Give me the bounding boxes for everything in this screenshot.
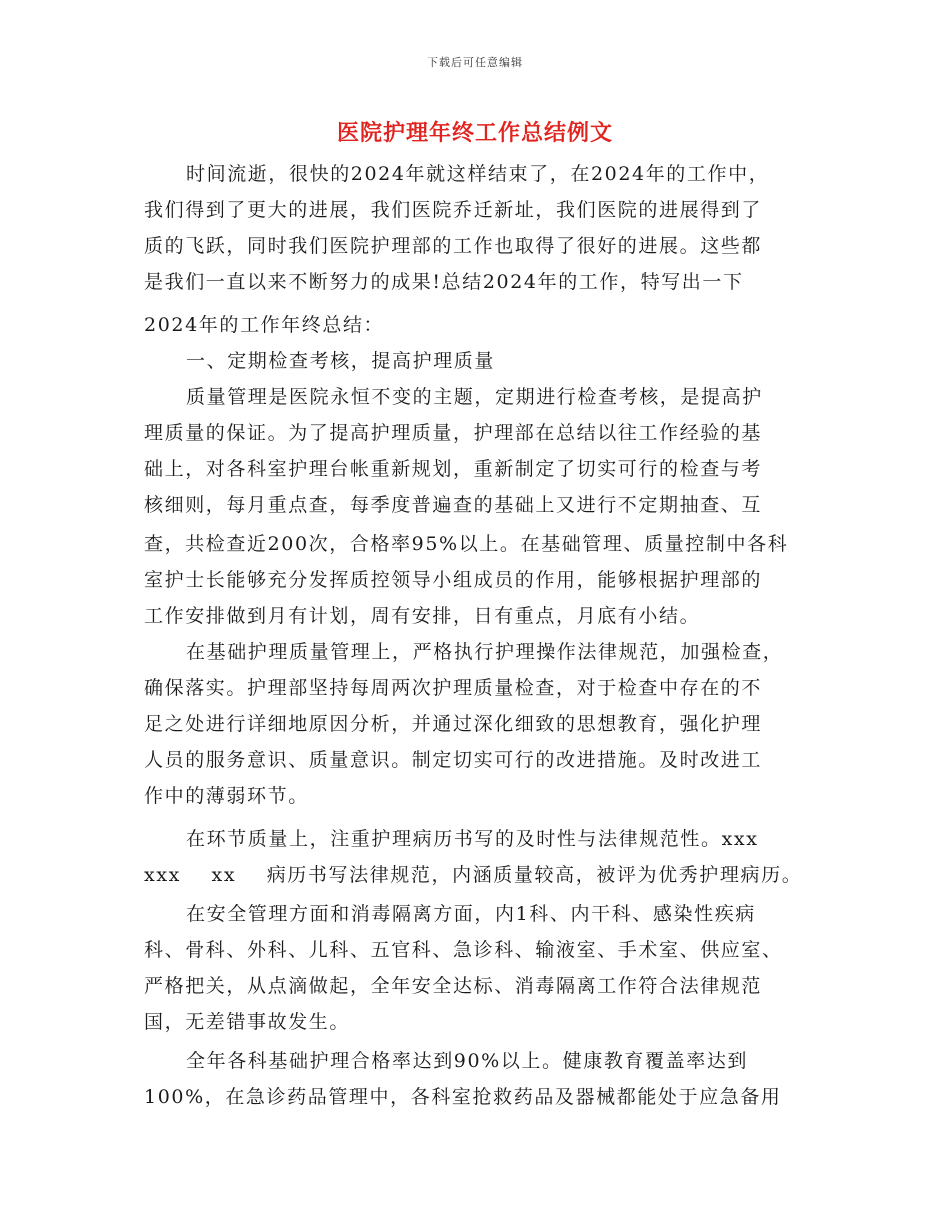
paragraph-line: 在基础护理质量管理上，严格执行护理操作法律规范，加强检查， [186,641,784,663]
paragraph-line: 工作安排做到月有计划，周有安排，日有重点，月底有小结。 [144,605,701,627]
paragraph-line: 在安全管理方面和消毒隔离方面，内1科、内干科、感染性疾病 [186,903,756,925]
paragraph-line: 人员的服务意识、质量意识。制定切实可行的改进措施。及时改进工 [144,749,763,771]
paragraph-line: 足之处进行详细地原因分析，并通过深化细致的思想教育，强化护理 [144,713,763,735]
paragraph-line: 确保落实。护理部坚持每周两次护理质量检查，对于检查中存在的不 [144,677,763,699]
paragraph-line: xxx xx 病历书写法律规范，内涵质量较高，被评为优秀护理病历。 [144,864,803,886]
paragraph-line: 是我们一直以来不断努力的成果!总结2024年的工作，特写出一下 [144,271,744,293]
paragraph-line: 质的飞跃，同时我们医院护理部的工作也取得了很好的进展。这些都 [144,235,763,257]
paragraph-line: 我们得到了更大的进展，我们医院乔迁新址，我们医院的进展得到了 [144,199,763,221]
paragraph-line: 质量管理是医院永恒不变的主题，定期进行检查考核，是提高护 [186,386,763,408]
paragraph-line: 100%，在急诊药品管理中，各科室抢救药品及器械都能处于应急备用 [144,1086,782,1108]
paragraph-line: 查，共检查近200次，合格率95%以上。在基础管理、质量控制中各科 [144,533,789,555]
paragraph-line: 时间流逝，很快的2024年就这样结束了，在2024年的工作中， [186,163,770,185]
document-title: 医院护理年终工作总结例文 [336,120,613,146]
paragraph-line: 全年各科基础护理合格率达到90%以上。健康教育覆盖率达到 [186,1050,749,1072]
paragraph-line: 室护士长能够充分发挥质控领导小组成员的作用，能够根据护理部的 [144,569,763,591]
paragraph-line: 科、骨科、外科、儿科、五官科、急诊科、输液室、手术室、供应室、 [144,939,783,961]
paragraph-line: 严格把关，从点滴做起，全年安全达标、消毒隔离工作符合法律规范 [144,975,763,997]
paragraph-line: 理质量的保证。为了提高护理质量，护理部在总结以往工作经验的基 [144,422,763,444]
paragraph-line: 作中的薄弱环节。 [144,785,309,807]
page-header-note: 下载后可任意编辑 [427,56,523,69]
paragraph-line: 础上，对各科室护理台帐重新规划，重新制定了切实可行的检查与考 [144,458,763,480]
section-heading: 一、定期检查考核，提高护理质量 [186,350,496,372]
paragraph-line: 核细则，每月重点查，每季度普遍查的基础上又进行不定期抽查、互 [144,494,763,516]
paragraph-line: 国，无差错事故发生。 [144,1011,351,1033]
paragraph-line: 2024年的工作年终总结： [144,314,385,336]
paragraph-line: 在环节质量上，注重护理病历书写的及时性与法律规范性。xxx [186,828,759,850]
